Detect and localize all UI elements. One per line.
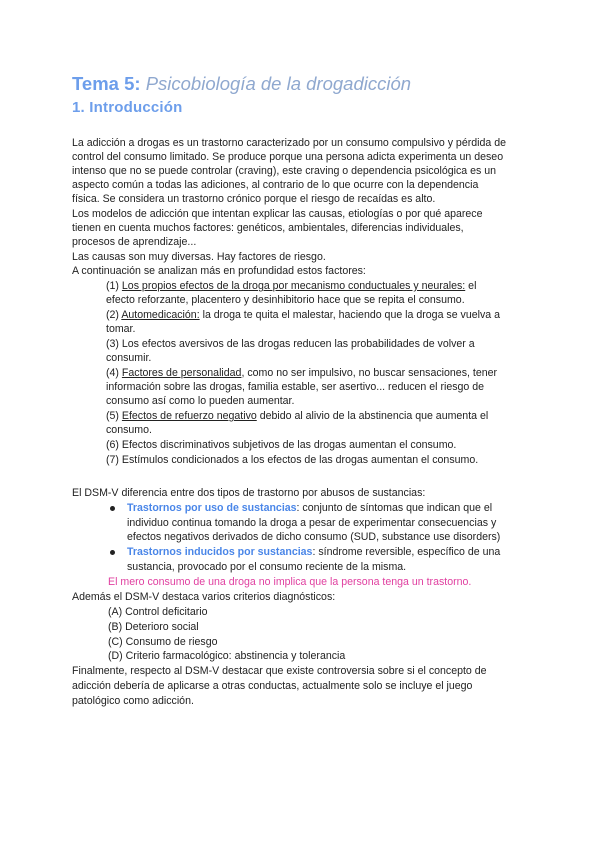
factor-2-cont: tomar. bbox=[106, 323, 136, 335]
page-title bbox=[72, 73, 411, 95]
bullet-icon bbox=[110, 550, 115, 555]
criterion-item: (D) Criterio farmacológico: abstinencia y tolerancia bbox=[108, 650, 346, 662]
factor-number: (4) bbox=[106, 367, 119, 379]
factor-text: el bbox=[465, 280, 477, 292]
final-line: adicción debería de aplicarse a otras conductas, actualmente solo se incluye el juego bbox=[72, 680, 473, 692]
factor-text: la droga te quita el malestar, haciendo que la droga se vuelva a bbox=[199, 309, 500, 321]
dsm-text: : síndrome reversible, específico de una bbox=[312, 546, 501, 558]
criterion-item: (C) Consumo de riesgo bbox=[108, 636, 218, 648]
factor-1 bbox=[106, 279, 476, 293]
factor-5 bbox=[106, 409, 488, 423]
factor-text: debido al alivio de la abstinencia que aumenta el bbox=[256, 410, 489, 422]
dsm-bullet-2-cont: sustancia, provocado por el consumo reciente de la misma. bbox=[127, 561, 407, 573]
section-heading: 1. Introducción bbox=[72, 99, 183, 116]
criterion-item: (B) Deterioro social bbox=[108, 621, 199, 633]
factor-text: , como no ser impulsivo, no buscar sensaciones, tener bbox=[241, 367, 498, 379]
factor-term: Automedicación: bbox=[121, 309, 200, 321]
factor-number: (5) bbox=[106, 410, 119, 422]
factor-5-cont: consumo. bbox=[106, 424, 152, 436]
factor-4 bbox=[106, 366, 497, 380]
paragraph-line: control del consumo limitado. Se produce porque una persona adicta experimenta un deseo bbox=[72, 151, 504, 163]
dsm-text: : conjunto de síntomas que indican que el bbox=[296, 502, 493, 514]
dsm-bullet-1-cont: individuo continua tomando la droga a pesar de experimentar consecuencias y bbox=[127, 517, 497, 529]
paragraph-line: intenso que no se puede controlar (craving), este craving o dependencia psicológica es un bbox=[72, 165, 497, 177]
factor-number: (1) bbox=[106, 280, 119, 292]
dsm-intro: El DSM-V diferencia entre dos tipos de trastorno por abusos de sustancias: bbox=[72, 487, 426, 499]
dsm-term: Trastornos inducidos por sustancias bbox=[127, 546, 313, 558]
final-line: patológico como adicción. bbox=[72, 695, 194, 707]
factor-3-cont: consumir. bbox=[106, 352, 152, 364]
dsm-bullet-1-cont: efectos negativos derivados de dicho consumo (SUD, substance use disorders) bbox=[127, 531, 501, 543]
paragraph-line: aspecto común a todas las adiciones, al contrario de lo que ocurre con la dependencia bbox=[72, 179, 479, 191]
factor-term: Efectos de refuerzo negativo bbox=[121, 410, 257, 422]
factor-1-cont: efecto reforzante, placentero y desinhibitorio hace que se repita el consumo. bbox=[106, 294, 465, 306]
highlight-note: El mero consumo de una droga no implica que la persona tenga un trastorno. bbox=[108, 576, 472, 588]
paragraph-line: La adicción a drogas es un trastorno caracterizado por un consumo compulsivo y pérdida de bbox=[72, 137, 507, 149]
factor-term: Factores de personalidad bbox=[121, 367, 242, 379]
criteria-intro: Además el DSM-V destaca varios criterios diagnósticos: bbox=[72, 591, 336, 603]
dsm-bullet-1 bbox=[127, 501, 492, 515]
title-prefix: Tema 5: bbox=[72, 73, 141, 94]
factor-4-cont: consumo así como lo pueden aumentar. bbox=[106, 395, 295, 407]
paragraph-line: física. Se considera un trastorno crónico porque el riesgo de recaídas es alto. bbox=[72, 193, 436, 205]
dsm-bullet-2 bbox=[127, 545, 500, 559]
factor-number: (2) bbox=[106, 309, 119, 321]
title-subject: Psicobiología de la drogadicción bbox=[145, 73, 412, 94]
criterion-item: (A) Control deficitario bbox=[108, 606, 208, 618]
paragraph-line: tienen en cuenta muchos factores: genéticos, ambientales, diferencias individuales, bbox=[72, 222, 464, 234]
factor-2 bbox=[106, 308, 500, 322]
factor-term: Los propios efectos de la droga por mecanismo conductuales y neurales: bbox=[121, 280, 466, 292]
bullet-icon bbox=[110, 506, 115, 511]
paragraph-line: procesos de aprendizaje... bbox=[72, 236, 197, 248]
final-line: Finalmente, respecto al DSM-V destacar que existe controversia sobre si el concepto de bbox=[72, 665, 487, 677]
paragraph-line: A continuación se analizan más en profundidad estos factores: bbox=[72, 265, 366, 277]
factor-3: (3) Los efectos aversivos de las drogas reducen las probabilidades de volver a bbox=[106, 338, 475, 350]
factor-6: (6) Efectos discriminativos subjetivos de las drogas aumentan el consumo. bbox=[106, 439, 457, 451]
paragraph-line: Los modelos de adicción que intentan explicar las causas, etiologías o por qué aparece bbox=[72, 208, 483, 220]
factor-4-cont: información sobre las drogas, familia estable, ser asertivo... reducen el riesgo de bbox=[106, 381, 485, 393]
factor-7: (7) Estímulos condicionados a los efectos de las drogas aumentan el consumo. bbox=[106, 454, 479, 466]
paragraph-line: Las causas son muy diversas. Hay factores de riesgo. bbox=[72, 251, 326, 263]
dsm-term: Trastornos por uso de sustancias bbox=[127, 502, 297, 514]
